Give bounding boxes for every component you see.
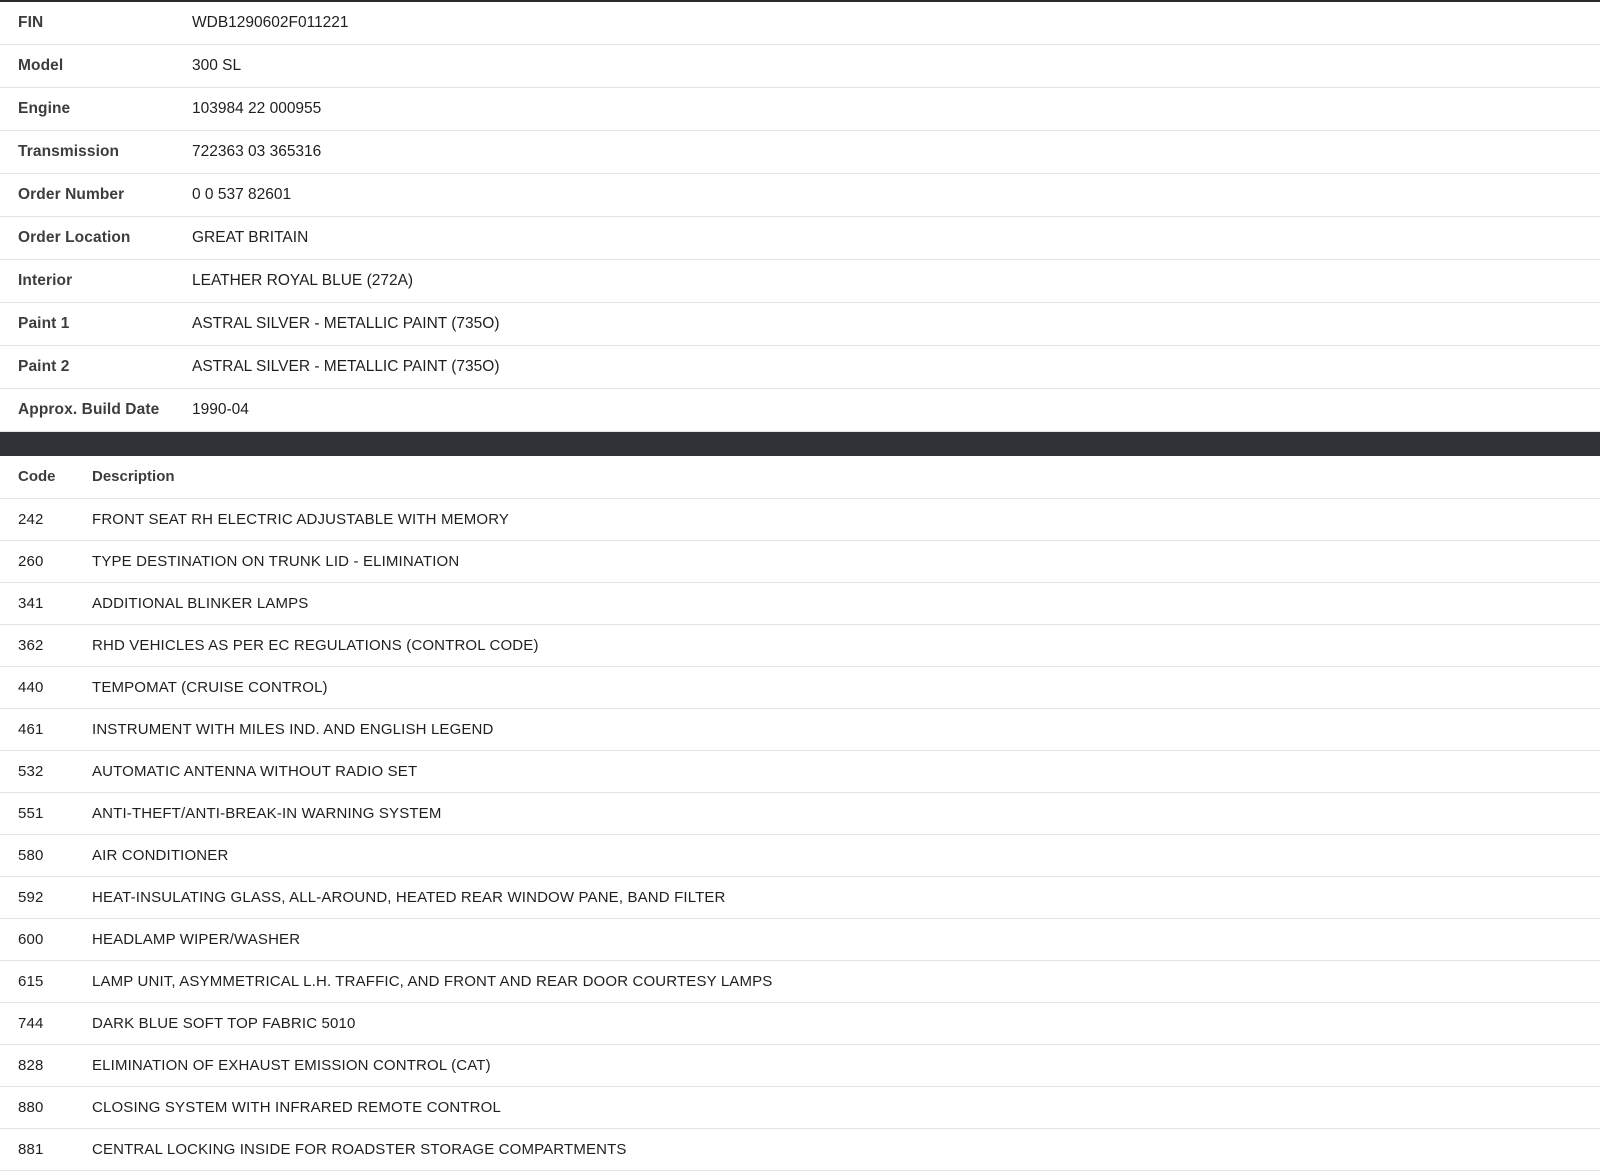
- spec-label: Paint 1: [18, 315, 70, 332]
- spec-value: 300 SL: [192, 57, 242, 74]
- option-code: 592: [18, 888, 44, 906]
- table-row: [0, 1128, 1600, 1170]
- table-row: [0, 834, 1600, 876]
- option-description: ANTI-THEFT/ANTI-BREAK-IN WARNING SYSTEM: [92, 804, 442, 822]
- option-code: 532: [18, 762, 44, 780]
- spec-value: 722363 03 365316: [192, 143, 322, 160]
- table-row: [0, 624, 1600, 666]
- spec-label: Model: [18, 57, 64, 74]
- table-row: [0, 750, 1600, 792]
- spec-label: Interior: [18, 272, 73, 289]
- spec-label: FIN: [18, 14, 44, 31]
- table-row: [0, 666, 1600, 708]
- spec-label: Order Location: [18, 229, 131, 246]
- option-codes-header-row: [0, 456, 1600, 498]
- spec-value: GREAT BRITAIN: [192, 229, 309, 246]
- option-description: AUTOMATIC ANTENNA WITHOUT RADIO SET: [92, 762, 418, 780]
- option-code: 362: [18, 636, 44, 654]
- option-description: CENTRAL LOCKING INSIDE FOR ROADSTER STORAGE COMPARTMENTS: [92, 1140, 627, 1158]
- option-code: 881: [18, 1140, 44, 1158]
- spec-label: Approx. Build Date: [18, 401, 160, 418]
- option-code: 600: [18, 930, 44, 948]
- spec-value: LEATHER ROYAL BLUE (272A): [192, 272, 414, 289]
- table-row: [0, 1002, 1600, 1044]
- option-codes-table: [0, 456, 1600, 1171]
- table-row: [0, 918, 1600, 960]
- spec-row: [0, 346, 1600, 389]
- option-description: HEAT-INSULATING GLASS, ALL-AROUND, HEATED REAR WINDOW PANE, BAND FILTER: [92, 888, 726, 906]
- option-code: 440: [18, 678, 44, 696]
- option-code: 242: [18, 510, 44, 528]
- option-description: FRONT SEAT RH ELECTRIC ADJUSTABLE WITH MEMORY: [92, 510, 510, 528]
- spec-row: [0, 174, 1600, 217]
- spec-value: 1990-04: [192, 401, 249, 418]
- option-description: HEADLAMP WIPER/WASHER: [92, 930, 301, 948]
- table-row: [0, 540, 1600, 582]
- table-row: [0, 1044, 1600, 1086]
- option-code: 744: [18, 1014, 44, 1032]
- spec-label: Transmission: [18, 143, 120, 160]
- table-row: [0, 582, 1600, 624]
- option-description: AIR CONDITIONER: [92, 846, 229, 864]
- option-code: 880: [18, 1098, 44, 1116]
- option-code: 828: [18, 1056, 44, 1074]
- spec-value: WDB1290602F011221: [192, 14, 349, 31]
- option-code: 341: [18, 594, 44, 612]
- spec-label: Order Number: [18, 186, 125, 203]
- option-description: INSTRUMENT WITH MILES IND. AND ENGLISH LEGEND: [92, 720, 494, 738]
- spec-row: [0, 45, 1600, 88]
- option-description: LAMP UNIT, ASYMMETRICAL L.H. TRAFFIC, AND FRONT AND REAR DOOR COURTESY LAMPS: [92, 972, 773, 990]
- spec-value: ASTRAL SILVER - METALLIC PAINT (735O): [192, 358, 500, 375]
- option-code: 260: [18, 552, 44, 570]
- spec-row: [0, 1, 1600, 45]
- spec-value: 103984 22 000955: [192, 100, 322, 117]
- option-description: ADDITIONAL BLINKER LAMPS: [92, 594, 309, 612]
- section-divider-band: [0, 432, 1600, 456]
- option-description: CLOSING SYSTEM WITH INFRARED REMOTE CONTROL: [92, 1098, 501, 1116]
- option-codes-body: [0, 498, 1600, 1170]
- table-row: [0, 876, 1600, 918]
- table-row: [0, 792, 1600, 834]
- table-row: [0, 498, 1600, 540]
- option-description: TEMPOMAT (CRUISE CONTROL): [92, 678, 328, 696]
- spec-row: [0, 389, 1600, 432]
- spec-row: [0, 88, 1600, 131]
- option-description: DARK BLUE SOFT TOP FABRIC 5010: [92, 1014, 356, 1032]
- spec-row: [0, 303, 1600, 346]
- option-code: 551: [18, 804, 44, 822]
- option-description: RHD VEHICLES AS PER EC REGULATIONS (CONTROL CODE): [92, 636, 539, 654]
- option-code: 461: [18, 720, 44, 738]
- spec-label: Paint 2: [18, 358, 70, 375]
- column-header-code: Code: [18, 468, 56, 486]
- table-row: [0, 1086, 1600, 1128]
- option-description: ELIMINATION OF EXHAUST EMISSION CONTROL (CAT): [92, 1056, 491, 1074]
- spec-row: [0, 131, 1600, 174]
- table-row: [0, 708, 1600, 750]
- spec-value: 0 0 537 82601: [192, 186, 292, 203]
- spec-value: ASTRAL SILVER - METALLIC PAINT (735O): [192, 315, 500, 332]
- option-code: 615: [18, 972, 44, 990]
- vehicle-spec-body: [0, 1, 1600, 432]
- option-description: TYPE DESTINATION ON TRUNK LID - ELIMINATION: [92, 552, 460, 570]
- option-codes-header: [0, 456, 1600, 498]
- spec-row: [0, 217, 1600, 260]
- option-code: 580: [18, 846, 44, 864]
- column-header-description: Description: [92, 468, 175, 486]
- spec-row: [0, 260, 1600, 303]
- table-row: [0, 960, 1600, 1002]
- vehicle-spec-table: [0, 0, 1600, 432]
- spec-label: Engine: [18, 100, 71, 117]
